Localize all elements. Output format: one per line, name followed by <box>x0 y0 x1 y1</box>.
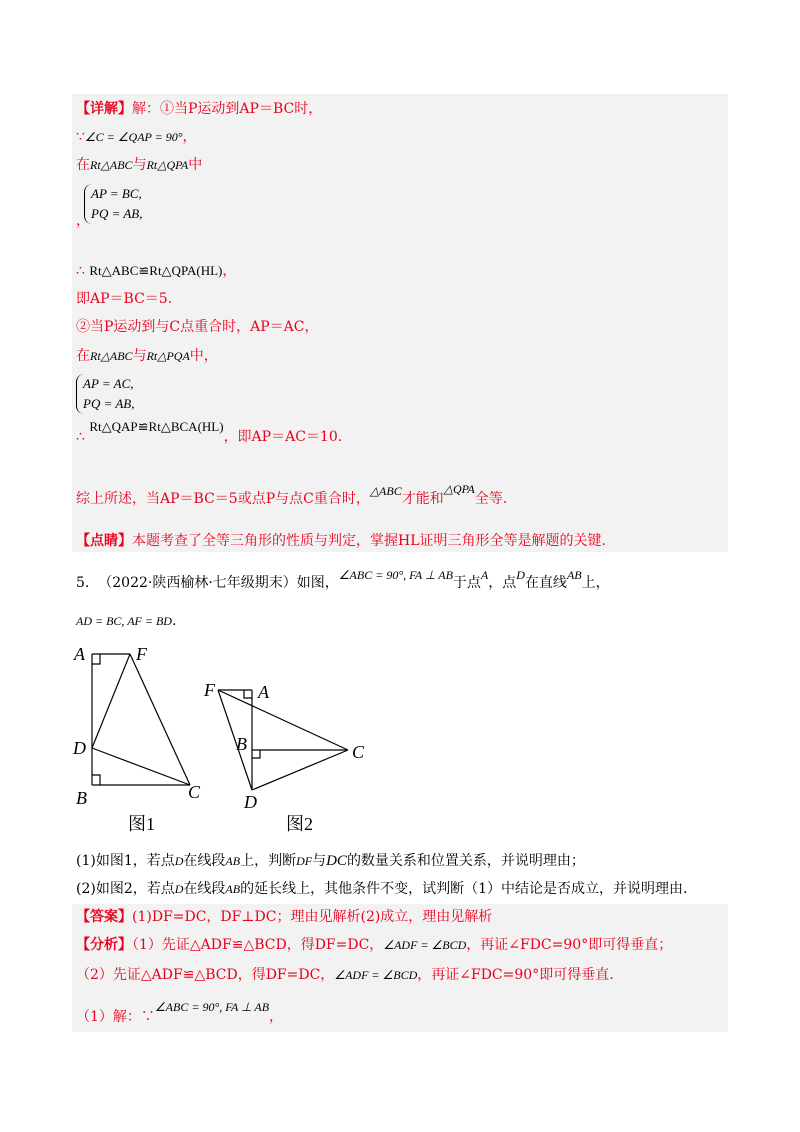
fig1-label-b: B <box>76 788 87 808</box>
problem-statement: 5. （2022·陕西榆林·七年级期末）如图，∠ABC = 90°, FA ⊥ AB于点A，点D在直线AB上， <box>76 568 610 591</box>
analysis-line-2: （2）先证△ADF≌△BCD，得DF=DC，∠ADF = ∠BCD，再证∠FDC=90°即可得垂直. <box>76 967 614 983</box>
solution-line-5: ∴ Rt△ABC≌Rt△QPA(HL)， <box>76 263 237 279</box>
fig1-label-f: F <box>136 644 147 664</box>
solution-line-3: 在Rt△ABC与Rt△QPA中 <box>76 157 203 173</box>
comment-label: 【点睛】 <box>76 533 132 549</box>
solution-step-1: （1）解：∵∠ABC = 90°, FA ⊥ AB， <box>76 1000 284 1025</box>
fig2-label-f: F <box>204 680 215 700</box>
equation-system-2: AP = AC, PQ = AB, <box>76 374 135 414</box>
fig2-label-d: D <box>244 792 257 812</box>
fig2-label-b: B <box>236 734 247 754</box>
system-1-comma: ， <box>76 213 90 229</box>
problem-number: 5. <box>76 575 90 591</box>
detail-label: 【详解】 <box>76 101 132 117</box>
solution-line-6: 即AP＝BC＝5. <box>76 291 173 307</box>
geometry-figures <box>70 640 370 840</box>
fig1-label-d: D <box>73 738 86 758</box>
question-1: (1)如图1，若点D在线段AB上，判断DF与DC的数量关系和位置关系，并说明理由； <box>76 853 585 869</box>
fig2-label-a: A <box>258 682 269 702</box>
solution-line-10: ∴ Rt△QAP≌Rt△BCA(HL)，即AP＝AC＝10. <box>76 419 343 445</box>
equation-system-1: AP = BC, PQ = AB, <box>84 184 143 224</box>
solution-line-11: 综上所述，当AP＝BC＝5或点P与点C重合时，△ABC才能和△QPA全等. <box>76 482 508 507</box>
fig1-label-c: C <box>188 782 201 802</box>
fig1-caption: 图1 <box>128 814 155 834</box>
answer-label: 【答案】 <box>76 909 132 925</box>
problem-conditions: AD = BC, AF = BD. <box>76 613 177 629</box>
analysis-label: 【分析】 <box>76 937 132 953</box>
question-2: (2)如图2，若点D在线段AB的延长线上，其他条件不变，试判断（1）中结论是否成立，并说明理由. <box>76 881 688 897</box>
fig2-caption: 图2 <box>286 814 313 834</box>
solution-comment: 【点睛】本题考查了全等三角形的性质与判定，掌握HL证明三角形全等是解题的关键. <box>76 533 606 549</box>
solution-line-7: ②当P运动到与C点重合时，AP＝AC， <box>76 319 319 335</box>
analysis-line-1: 【分析】（1）先证△ADF≌△BCD，得DF=DC，∠ADF = ∠BCD，再证∠FDC=90°即可得垂直； <box>76 937 673 953</box>
solution-line-8: 在Rt△ABC与Rt△PQA中， <box>76 348 218 364</box>
fig1-label-a: A <box>74 644 85 664</box>
answer-line: 【答案】(1)DF=DC，DF⊥DC；理由见解析(2)成立，理由见解析 <box>76 909 493 925</box>
fig2-label-c: C <box>352 742 365 762</box>
solution-line-2: ∵∠C = ∠QAP = 90°， <box>76 129 197 145</box>
figure-1 <box>92 654 190 785</box>
solution-line-1: 【详解】解：①当P运动到AP＝BC时， <box>76 101 323 117</box>
